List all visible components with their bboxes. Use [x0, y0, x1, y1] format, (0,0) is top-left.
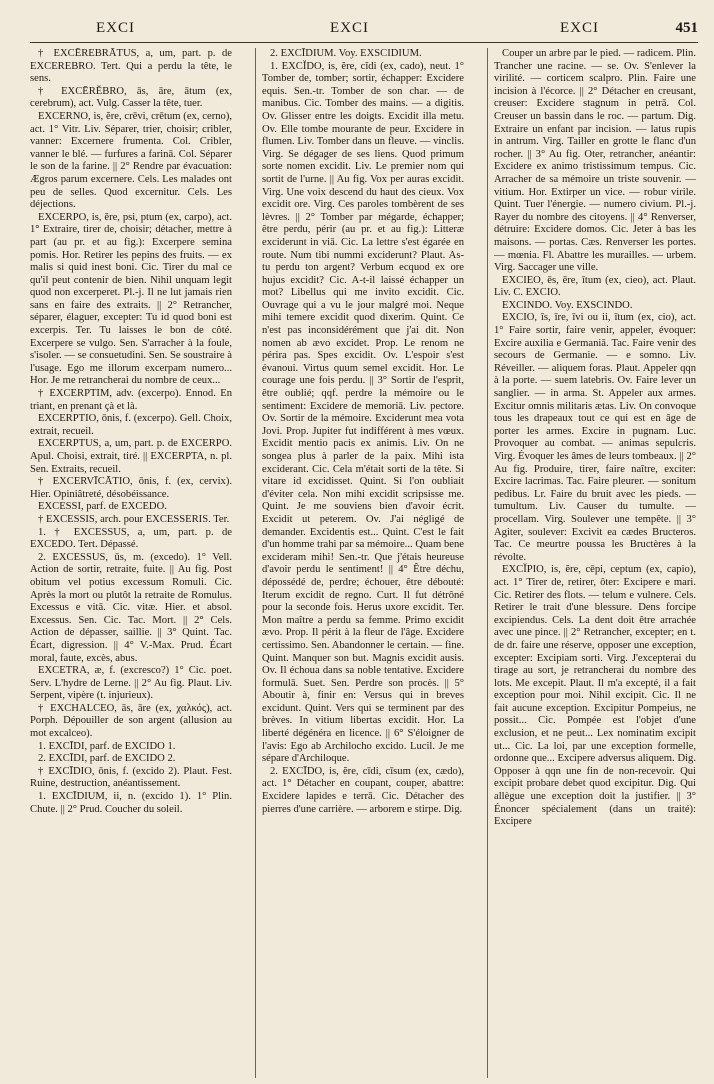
- column-left: [30, 48, 232, 1078]
- dictionary-entry: † EXCHALCEO, ās, āre (ex, χαλκός), act. Porph. Dépouiller de son argent (allusion au mot excalceo).: [30, 702, 232, 740]
- dictionary-entry: † EXCERVĪCĀTIO, ōnis, f. (ex, cervix). Hier. Opiniâtreté, désobéissance.: [30, 476, 232, 500]
- dictionary-entry: EXCIO, īs, īre, īvi ou ii, ītum (ex, cio), act. 1° Faire sortir, faire venir, appeler, évoquer: Excire auxilia e Germaniā. Tac. Faire venir des secours de Germanie. — e somno. Liv. Réveiller. — aliquem foras. Plaut. Appeler qqn à la porte. — suem latebris. Ov. Faire lever un sanglier. — in arma. St. Appeler aux armes. Excitur omnis militaris ætas. Liv. On convoque tous les drapeaux tout ce qui est en âge de porter les armes. Excire in pugnam. Luc. Provoquer au combat. — animas sepulcris. Virg. Évoquer les âmes de leurs tombeaux. || 2° Au fig. Produire, tirer, faire naître, exciter: Excire lacrimas. Tac. Faire pleurer. — sonitum pedibus. Lr. Faire du bruit avec les pieds. — tumultum. Liv. Causer du tumulte. — procellam. Virg. Soulever une tempête. || 3° Agiter, soulever: Excivit ea cædes Bructeros. Tac. Ce meurtre poussa les Bructères à la révolte.: [494, 312, 696, 563]
- header-guide-word-center: EXCI: [330, 20, 369, 36]
- dictionary-entry: EXCERPO, is, ĕre, psi, ptum (ex, carpo), act. 1° Extraire, tirer de, choisir; détacher, mettre à part (au pr. et au fig.): Excerpere semina pomis. Hor. Retirer les pepins des fruits. — ex malis si quid inest boni. Cic. Tirer du mal ce qu'il peut contenir de bien. Nihil unquam legit quod non excerperet. Pl.-j. Il ne lut jamais rien sans en faire des extraits. || 2° Retrancher, séparer, élaguer, excepter: Tu id quod boni est excerpis. Ter. Tu laisses le bon de côté. Excerpere se vulgo. Sen. S'arracher à la foule, s'isoler. — se consuetudini. Sen. Se soustraire à l'usage. Ego me illorum excerpam numero... Hor. Je me retrancherai du nombre de ceux...: [30, 211, 232, 387]
- dictionary-entry: † EXCĒREBRĀTUS, a, um, part. p. de EXCEREBRO. Tert. Qui a perdu la tête, le sens.: [30, 48, 232, 85]
- dictionary-entry: EXCIEO, ēs, ēre, ītum (ex, cieo), act. Plaut. Liv. C. EXCIO.: [494, 274, 696, 299]
- dictionary-entry: 2. EXCĪDO, is, ĕre, cīdi, cīsum (ex, cædo), act. 1° Détacher en coupant, couper, abattre: Excidere lapides e terrā. Cic. Détacher des pierres d'une carrière. — arborem e stirpe. Dig.: [262, 765, 464, 815]
- dictionary-entry: 2. EXCĪDIUM. Voy. EXSCIDIUM.: [270, 48, 422, 59]
- dictionary-entry: EXCERNO, is, ĕre, crēvi, crētum (ex, cerno), act. 1° Vitr. Liv. Séparer, trier, choisir; cribler, vanner: Excernere frumenta. Col. Cribler, vanner le blé. — furfures a farinā. Col. Séparer le son de la farine. || 2° Rendre par évacuation: Ægros parum excernere. Cels. Les malades ont peu de selles. Quod excernitur. Cels. Les déjections.: [30, 110, 232, 211]
- dictionary-entry: EXCĬPIO, is, ĕre, cēpi, ceptum (ex, capio), act. 1° Tirer de, retirer, ôter: Excipere e mari. Cic. Retirer des flots. — telum e vulnere. Cels. Retirer le trait d'une blessure. Dens forcipe excipiendus. Cels. La dent doit être arrachée avec une pince. || 2° Retrancher, excepter; en t. de dr. faire une réserve, opposer une exception, excepter: Excipiam sorti. Virg. J'excepterai du tirage au sort, je retrancherai du nombre des lots. Me excepit. Plaut. Il m'a excepté, il a fait exception pour moi. Nihil excipit. Cic. Il ne fait aucune exception. Excipitur Pompeius, ne possit... Cic. Pompée est l'objet d'une exclusion, et ne peut... Lex nominatim excipit ut... Cic. La loi, par une exception formelle, ordonne que... Excipere adversus aliquem. Dig. Opposer à qqn une fin de non-recevoir. Qui excipit probare debet quod excipitur. Dig. Qui allègue une exception doit la justifier. || 3° Énoncer spécialement (dans un traité): Excipere: [494, 564, 696, 828]
- header-guide-word-right: EXCI: [560, 20, 599, 36]
- dictionary-entry: EXCERPTUS, a, um, part. p. de EXCERPO. Apul. Choisi, extrait, tiré. || EXCERPTA, n. pl. Sen. Extraits, recueil.: [30, 438, 232, 475]
- dictionary-entry: EXCESSI, parf. de EXCEDO.: [38, 501, 167, 513]
- dictionary-entry: 2. EXCĪDI, parf. de EXCIDO 2.: [38, 753, 176, 765]
- dictionary-entry: † EXCĒRĔBRO, ās, āre, ātum (ex, cerebrum), act. Vulg. Casser la tête, tuer.: [30, 85, 232, 110]
- dictionary-entry: EXCETRA, æ, f. (excresco?) 1° Cic. poet. Serv. L'hydre de Lerne. || 2° Au fig. Plaut. Liv. Serpent, vipère (t. injurieux).: [30, 665, 232, 702]
- dictionary-entry: 1. EXCĪDIUM, ii, n. (excido 1). 1° Plin. Chute. || 2° Prud. Coucher du soleil.: [30, 791, 232, 815]
- dictionary-entry: 2. EXCESSUS, ūs, m. (excedo). 1° Vell. Action de sortir, retraite, fuite. || Au fig. Post obitum vel potius excessum Romuli. Cic. Après la mort ou plutôt la retraite de Romulus. Excessus e vitā. Cic. vitæ. Hier. et absol. Excessus. Sen. Cic. Tac. Mort. || 2° Cels. Action de dépasser, saillie. || 3° Quint. Tac. Écart, digression. || 4° V.-Max. Prud. Écart moral, faute, excès, abus.: [30, 551, 232, 664]
- header-guide-word-left: EXCI: [96, 20, 135, 36]
- column-divider-left: [255, 48, 256, 1078]
- page-number: 451: [675, 20, 698, 36]
- column-middle: [262, 48, 464, 1078]
- dictionary-entry: † EXCĪDIO, ōnis, f. (excido 2). Plaut. Fest. Ruine, destruction, anéantissement.: [30, 765, 232, 790]
- dictionary-entry: 1. EXCĬDO, is, ĕre, cĭdi (ex, cado), neut. 1° Tomber de, tomber; sortir, échapper: Excidere equis. Sen.-tr. Tomber de son char. — de manibus. Cic. Tomber des mains. — a digitis. Ov. Glisser entre les doigts. Excidit illa metu. Ov. Elle tombe mourante de peur. Excidere in flumen. Liv. Tomber dans un fleuve. — vinclis. Virg. Se dégager de ses liens. Quod primum sorte nomen excidit. Liv. Le premier nom qui sortit de l'urne. || Au fig. Vox per auras excidit. Virg. Une voix descend du haut des cieux. Vox excidit ore. Virg. Ces paroles tombèrent de ses lèvres. || 2° Tomber par mégarde, échapper; être perdu, périr (au pr. et au fig.): Litteræ exciderunt in viā. Cic. La lettre s'est égarée en route. Num tibi nummi exciderunt? Plaut. As-tu perdu ton argent? Verbum ecquod ex ore hujus excidit? Cic. A-t-il laissé échapper un mot? Libellus qui me invito excidit. Cic. Ouvrage qui a vu le jour malgré moi. Neque mihi temere excidit quod dixerim. Quint. Ce n'est pas inconsidérément que j'ai dit. Non nomen ab ævo excidet. Prop. Le renom ne périra pas. Spes excidit. Ov. L'espoir s'est évanoui. Virtus quum semel excidit. Hor. Le courage une fois perdu. || 3° Sortir de l'esprit, être oublié; qqf. perdre la mémoire ou le sentiment: Excidere de memoriā. Liv. pectore. Ov. Sortir de la mémoire. Exciderunt mea vota Jovi. Prop. Jupiter fut indifférent à mes vœux. Excidit mentio pacis ex animis. Liv. On ne songea plus à parler de la paix. Mihi ista exciderant. Cic. Cela m'était sorti de la tête. Si vitare id excidisset. Quint. Si l'on oubliait d'éviter cela. Non mihi excidit scripsisse me. Quint. Je me souviens bien d'avoir écrit. Excidit ut peterem. Ov. J'ai négligé de demander. Excidentis est... Quint. C'est le fait d'un homme trahi par sa mémoire... Quam bene excideram mihi! Sen.-tr. Que j'étais heureuse d'avoir perdu le sentiment! || 4° Être déchu, dépossédé de, perdre; échouer, être débouté: Iterum excidit de regno. Curt. Il fut détrôné pour la seconde fois. Herus uxore excidit. Ter. Mon maître a perdu sa femme. Primo excidit ævo. Prop. Il périt à la fleur de l'âge. Excidere certissimo. Sen. Abandonner le certain. — fine. Quint. Manquer son but. Magnis excidit ausis. Ov. Il échoua dans sa noble tentative. Excidere formulā. Suet. Sen. Perdre son procès. || 5° Aboutir à, finir en: Versus qui in breves excidunt. Quint. Vers qui se terminent par des brèves. In vitium libertas excidit. Hor. La liberté dégénéra en licence. || 6° S'éloigner de l'avis: Ego ab Archilocho excido. Lucil. Je me sépare d'Archiloque.: [262, 60, 464, 765]
- column-right: [494, 48, 696, 1078]
- dictionary-entry: 1. EXCĪDI, parf. de EXCIDO 1.: [38, 740, 176, 752]
- column-divider-right: [487, 48, 488, 1078]
- dictionary-entry: Couper un arbre par le pied. — radicem. Plin. Trancher une racine. — se. Ov. S'enlever la virilité. — corticem scalpro. Plin. Faire une incision à l'écorce. || 2° Détacher en creusant, creuser: Excidere stagnum in petrā. Col. Creuser un bassin dans le roc. — partum. Dig. Extraire un enfant par incision. — latus rupis in antrum. Virg. Tailler en grotte le flanc d'un rocher. || 3° Au fig. Oter, retrancher, anéantir: Excidere ex animo tristissimum tempus. Cic. Arracher de sa mémoire un triste souvenir. — vitium. Hor. Extirper un vice. — robur virile. Quint. Tuer l'énergie. — numero civium. Pl.-j. Rayer du nombre des citoyens. || 4° Renverser, détruire: Excidere domos. Cic. Jeter à bas les maisons. — portas. Cæs. Renverser les portes. — mœnia. Fl. Abattre les murailles. — urbem. Virg. Saccager une ville.: [494, 48, 696, 274]
- dictionary-entry: EXCERPTIO, ōnis, f. (excerpo). Gell. Choix, extrait, recueil.: [30, 413, 232, 437]
- dictionary-entry: 1. † EXCESSUS, a, um, part. p. de EXCEDO. Tert. Dépassé.: [30, 526, 232, 551]
- dictionary-entry: EXCINDO. Voy. EXSCINDO.: [502, 299, 633, 311]
- dictionary-entry: † EXCERPTIM, adv. (excerpo). Ennod. En triant, en prenant çà et là.: [30, 388, 232, 412]
- running-header: [30, 20, 698, 42]
- dictionary-entry: † EXCESSIS, arch. pour EXCESSERIS. Ter.: [38, 513, 230, 525]
- header-rule: [30, 42, 698, 43]
